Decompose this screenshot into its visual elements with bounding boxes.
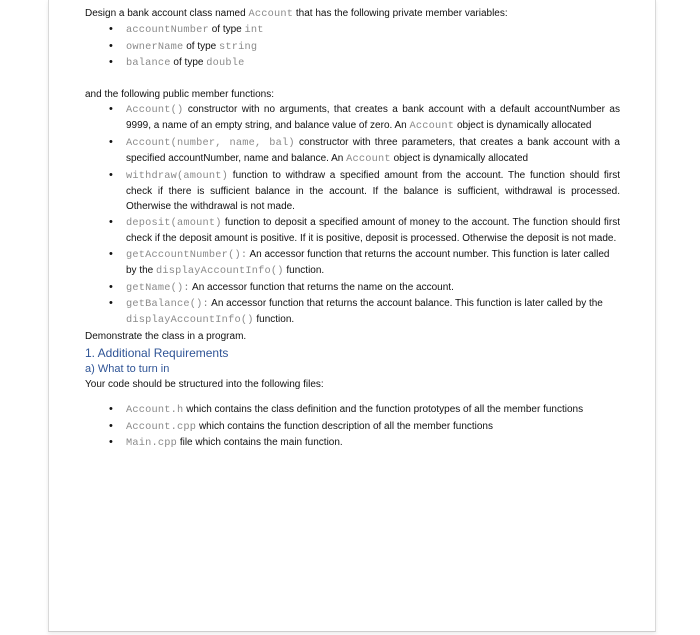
functions-intro: and the following public member functions: <box>85 88 274 100</box>
list-item <box>85 435 620 451</box>
inline-code: Account <box>346 153 391 166</box>
function-description: An accessor function that returns the account number. This function is later called by the <box>126 248 610 277</box>
inline-code: Account <box>409 120 455 133</box>
function-signature: Account() <box>126 104 184 117</box>
intro-text-end: that has the following private member variables: <box>293 8 508 19</box>
file-description: file which contains the main function. <box>177 437 343 449</box>
function-description: An accessor function that returns the name on the account. <box>189 281 454 293</box>
member-type: double <box>206 57 245 70</box>
function-description: constructor with no arguments, that creates a bank account with a default accountNumber as 9999, a name of an empty string, and balance value of zero. An <box>126 104 620 132</box>
list-item <box>85 296 620 329</box>
function-description: An accessor function that returns the account balance. This function is later called by the <box>208 297 603 309</box>
list-item <box>85 168 620 215</box>
list-item <box>85 215 620 247</box>
list-item <box>85 22 620 38</box>
member-name: balance <box>126 57 171 70</box>
list-item <box>85 402 620 418</box>
member-text: of type <box>208 24 245 36</box>
class-name-code: Account <box>248 8 294 20</box>
private-members-list <box>85 22 620 71</box>
files-list <box>85 402 620 451</box>
section-heading: 1. Additional Requirements <box>85 346 229 361</box>
file-description: which contains the class definition and the function prototypes of all the member functions <box>183 404 584 416</box>
function-signature: getName(): <box>126 281 190 294</box>
function-description-end: function. <box>283 265 325 277</box>
file-name: Main.cpp <box>126 437 178 450</box>
function-description: function to deposit a specified amount of money to the account. The function should first check if the deposit amount is positive. If it is positive, deposit is processed. Otherwise the deposit is not made. <box>126 216 620 245</box>
file-name: Account.h <box>126 404 184 417</box>
list-item <box>85 247 620 280</box>
function-signature: withdraw(amount) <box>126 169 229 182</box>
function-description-end: object is dynamically allocated <box>390 153 529 165</box>
function-signature: Account(number, name, bal) <box>126 136 295 149</box>
file-name: Account.cpp <box>126 420 197 433</box>
function-signature: getAccountNumber(): <box>126 248 248 261</box>
member-text: of type <box>183 40 219 52</box>
files-intro: Your code should be structured into the following files: <box>85 378 324 390</box>
member-name: accountNumber <box>126 24 209 37</box>
member-type: int <box>244 24 264 37</box>
function-description: constructor with three parameters, that creates a bank account with a specified accountNumber, name and balance. An <box>126 136 620 165</box>
public-functions-list <box>85 102 620 329</box>
demo-line: Demonstrate the class in a program. <box>85 330 247 342</box>
function-signature: getBalance(): <box>126 297 209 310</box>
function-description-end: object is dynamically allocated <box>454 120 592 132</box>
list-item <box>85 419 620 435</box>
list-item <box>85 135 620 168</box>
subsection-heading: a) What to turn in <box>85 362 170 375</box>
inline-code: displayAccountInfo() <box>126 314 254 327</box>
list-item <box>85 55 620 71</box>
function-signature: deposit(amount) <box>126 216 222 229</box>
function-description-end: function. <box>253 314 295 326</box>
function-description: function to withdraw a specified amount from the account. The function should first check if there is sufficient balance in the account. If the balance is sufficient, withdrawal is processed. Otherwise the withdrawal is not made. <box>126 169 620 213</box>
intro-text: Design a bank account class named <box>85 8 249 19</box>
list-item <box>85 39 620 55</box>
file-description: which contains the function description of all the member functions <box>196 420 493 432</box>
intro-paragraph <box>85 6 620 22</box>
member-text: of type <box>170 57 207 69</box>
member-type: string <box>219 40 258 53</box>
list-item <box>85 280 620 296</box>
list-item <box>85 102 620 135</box>
document-body <box>85 6 620 452</box>
inline-code: displayAccountInfo() <box>156 265 284 278</box>
member-name: ownerName <box>126 40 184 53</box>
